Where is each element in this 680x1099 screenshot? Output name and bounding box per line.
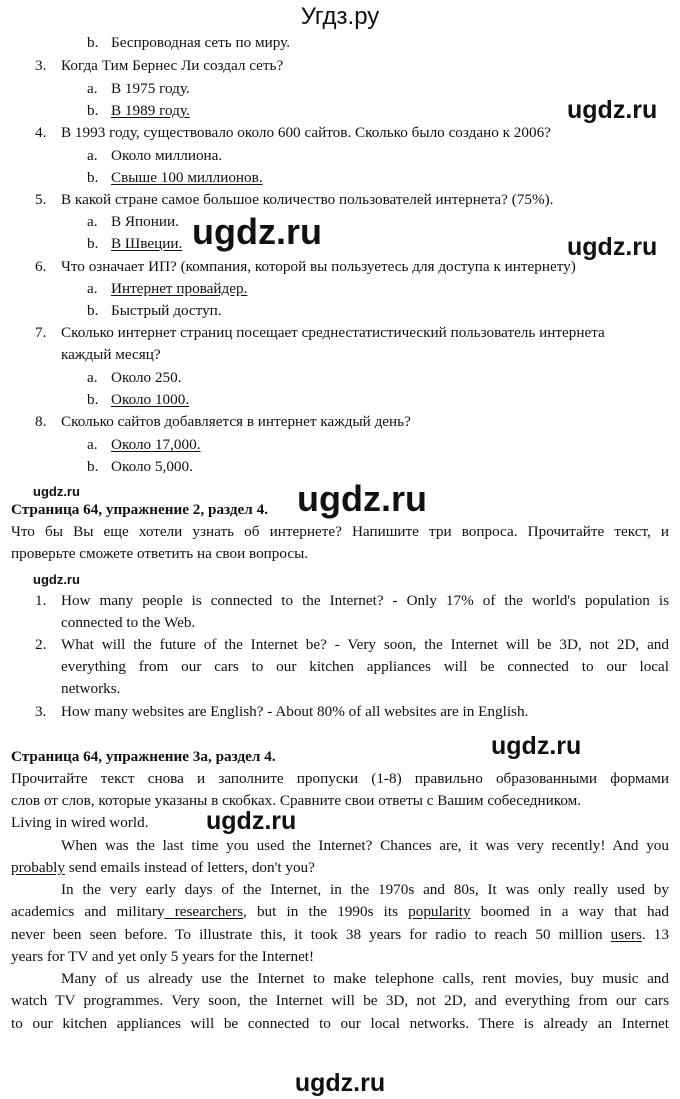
option-text: Быстрый доступ. bbox=[111, 302, 222, 319]
watermark: ugdz.ru bbox=[33, 484, 80, 499]
answer-number: 2. bbox=[35, 636, 47, 653]
watermark: ugdz.ru bbox=[567, 96, 658, 124]
answer-text: everything from our cars to our kitchen appliances will be connected to our local bbox=[61, 658, 669, 675]
question-number: 6. bbox=[35, 258, 47, 275]
body-text: to our kitchen appliances will be connected to our local networks. There is already an Internet bbox=[11, 1015, 669, 1032]
question-text: Когда Тим Бернес Ли создал сеть? bbox=[61, 57, 284, 74]
question-text: каждый месяц? bbox=[61, 346, 161, 363]
footer-watermark: ugdz.ru bbox=[294, 1069, 386, 1097]
body-text-fragment: send emails instead of letters, don't you? bbox=[65, 859, 315, 876]
correct-answer: Свыше 100 миллионов. bbox=[111, 169, 263, 186]
filled-word: popularity bbox=[408, 903, 471, 920]
instruction-text: слов от слов, которые указаны в скобках. Сравните свои ответы с Вашим собеседником. bbox=[11, 792, 582, 809]
option-letter: b. bbox=[87, 34, 99, 51]
question-number: 7. bbox=[35, 324, 47, 341]
body-text-fragment: . 13 bbox=[641, 926, 669, 943]
question-number: 3. bbox=[35, 57, 47, 74]
question-text: В 1993 году, существовало около 600 сайтов. Сколько было создано к 2006? bbox=[61, 124, 551, 141]
body-text-fragment: boomed in a way that had bbox=[470, 903, 669, 920]
option-text: Около 250. bbox=[111, 369, 182, 386]
option-text: Около миллиона. bbox=[111, 147, 223, 164]
watermark: ugdz.ru bbox=[192, 211, 322, 252]
answer-text: connected to the Web. bbox=[61, 614, 196, 631]
question-number: 5. bbox=[35, 191, 47, 208]
question-text: Сколько интернет страниц посещает среднестатистический пользователь интернета bbox=[61, 324, 605, 341]
body-text: watch TV programmes. Very soon, the Internet will be 3D, not 2D, and everything from our cars bbox=[11, 992, 669, 1009]
answer-number: 3. bbox=[35, 703, 47, 720]
option-letter: a. bbox=[87, 147, 98, 164]
watermark: ugdz.ru bbox=[567, 233, 658, 261]
answer-text: What will the future of the Internet be? - Very soon, the Internet will be 3D, not 2D, and bbox=[61, 636, 669, 653]
option-letter: a. bbox=[87, 80, 98, 97]
option-text: В Японии. bbox=[111, 213, 179, 230]
instruction-text: проверьте сможете ответить на свои вопросы. bbox=[11, 545, 309, 562]
answer-text: How many websites are English? - About 80% of all websites are in English. bbox=[61, 703, 529, 720]
text-title: Living in wired world. bbox=[11, 814, 149, 831]
body-text: In the very early days of the Internet, in the 1970s and 80s, It was only really used by bbox=[61, 881, 669, 898]
body-text bbox=[11, 924, 669, 946]
answer-number: 1. bbox=[35, 592, 47, 609]
watermark: ugdz.ru bbox=[491, 732, 582, 760]
answer-text: networks. bbox=[61, 680, 121, 697]
body-text bbox=[11, 901, 669, 923]
body-text bbox=[11, 857, 315, 879]
option-letter: b. bbox=[87, 302, 99, 319]
option-letter: b. bbox=[87, 391, 99, 408]
section-heading: Страница 64, упражнение 2, раздел 4. bbox=[11, 501, 268, 518]
correct-answer: В Швеции. bbox=[111, 235, 183, 252]
body-text: When was the last time you used the Internet? Chances are, it was very recently! And you bbox=[61, 837, 669, 854]
instruction-text: Что бы Вы еще хотели узнать об интернете? Напишите три вопроса. Прочитайте текст, и bbox=[11, 523, 669, 540]
option-text: Около 5,000. bbox=[111, 458, 193, 475]
question-number: 8. bbox=[35, 413, 47, 430]
question-text: Сколько сайтов добавляется в интернет каждый день? bbox=[61, 413, 411, 430]
watermark: ugdz.ru bbox=[297, 478, 427, 519]
section-heading: Страница 64, упражнение 3а, раздел 4. bbox=[11, 748, 276, 765]
option-letter: b. bbox=[87, 102, 99, 119]
filled-word: probably bbox=[11, 859, 65, 876]
correct-answer: Около 1000. bbox=[111, 391, 190, 408]
body-text-fragment: never been seen before. To illustrate this, it took 38 years for radio to reach 50 million bbox=[11, 926, 611, 943]
body-text: Many of us already use the Internet to make telephone calls, rent movies, buy music and bbox=[61, 970, 669, 987]
filled-word: users bbox=[610, 926, 642, 943]
option-letter: b. bbox=[87, 169, 99, 186]
watermark: ugdz.ru bbox=[206, 807, 297, 835]
filled-word: researchers bbox=[164, 903, 244, 920]
option-letter: a. bbox=[87, 213, 98, 230]
option-letter: b. bbox=[87, 235, 99, 252]
body-text: years for TV and yet only 5 years for the Internet! bbox=[11, 948, 315, 965]
option-letter: a. bbox=[87, 436, 98, 453]
correct-answer: Интернет провайдер. bbox=[111, 280, 248, 297]
option-text: Беспроводная сеть по миру. bbox=[111, 34, 291, 51]
question-text: Что означает ИП? (компания, которой вы пользуетесь для доступа к интернету) bbox=[61, 258, 576, 275]
question-text: В какой стране самое большое количество пользователей интернета? (75%). bbox=[61, 191, 554, 208]
question-number: 4. bbox=[35, 124, 47, 141]
option-letter: a. bbox=[87, 369, 98, 386]
body-text-fragment: , but in the 1990s its bbox=[243, 903, 409, 920]
answer-text: How many people is connected to the Internet? - Only 17% of the world's population is bbox=[61, 592, 669, 609]
option-letter: a. bbox=[87, 280, 98, 297]
option-letter: b. bbox=[87, 458, 99, 475]
instruction-text: Прочитайте текст снова и заполните пропуски (1-8) правильно образованными формами bbox=[11, 770, 669, 787]
correct-answer: В 1989 году. bbox=[111, 102, 190, 119]
correct-answer: Около 17,000. bbox=[111, 436, 201, 453]
body-text-fragment: academics and military bbox=[11, 903, 165, 920]
option-text: В 1975 году. bbox=[111, 80, 190, 97]
header-watermark: Угдз.ру bbox=[300, 3, 380, 30]
watermark: ugdz.ru bbox=[33, 572, 80, 587]
